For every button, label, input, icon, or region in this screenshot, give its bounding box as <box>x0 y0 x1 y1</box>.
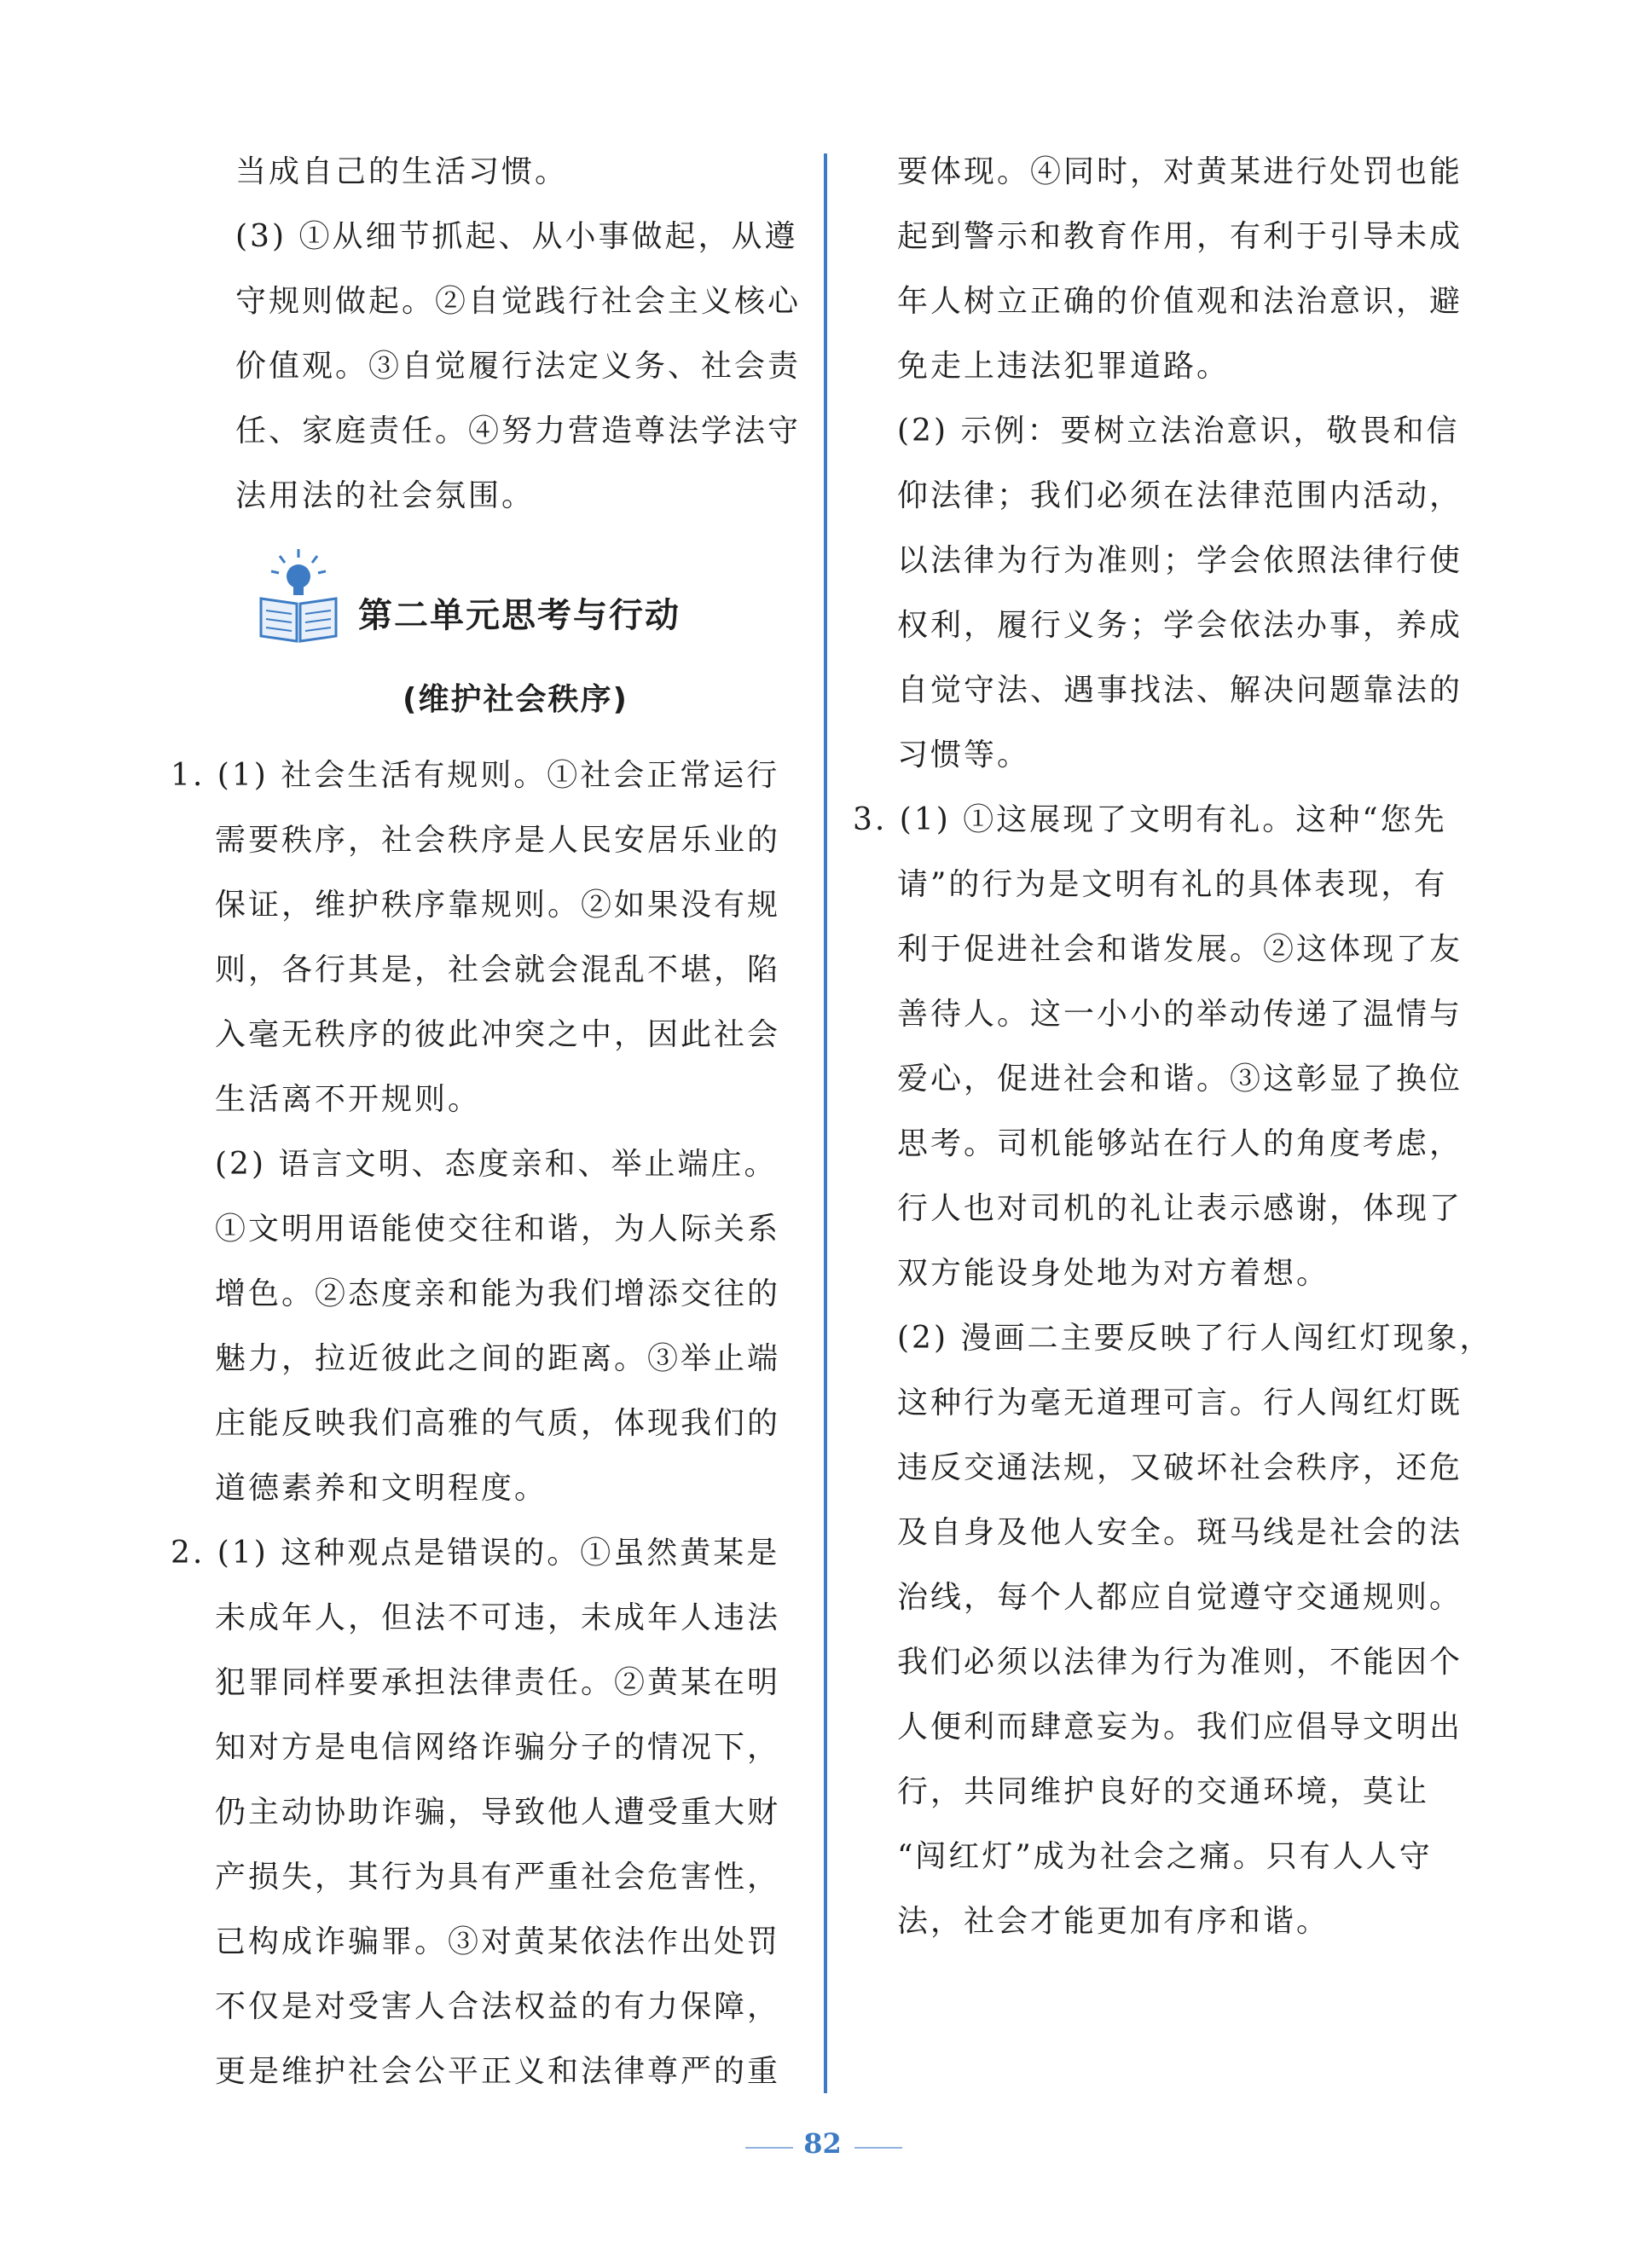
text-line: 要体现。④同时，对黄某进行处罚也能 <box>897 154 1463 189</box>
text-line: 我们必须以法律为行为准则，不能因个 <box>897 1645 1463 1680</box>
text-line: (3) ①从细节抓起、从小事做起，从遵 <box>235 219 798 254</box>
text-line: 行人也对司机的礼让表示感谢，体现了 <box>897 1191 1463 1226</box>
text-line: 保证，维护秩序靠规则。②如果没有规 <box>215 888 781 923</box>
text-line: “闯红灯”成为社会之痛。只有人人守 <box>897 1839 1433 1874</box>
text-line: 请”的行为是文明有礼的具体表现，有 <box>897 867 1448 902</box>
section-heading: 第二单元思考与行动 <box>358 596 681 635</box>
text-line: 法，社会才能更加有序和谐。 <box>897 1904 1330 1939</box>
text-line: 这种行为毫无道理可言。行人闯红灯既 <box>897 1386 1463 1420</box>
text-line: 利于促进社会和谐发展。②这体现了友 <box>897 932 1463 967</box>
text-line: 未成年人，但法不可违，未成年人违法 <box>215 1600 781 1635</box>
text-line: 生活离不开规则。 <box>215 1082 482 1117</box>
text-line: 产损失，其行为具有严重社会危害性， <box>215 1860 781 1895</box>
text-line: (2) 示例：要树立法治意识，敬畏和信 <box>897 414 1460 448</box>
text-line: (2) 语言文明、态度亲和、举止端庄。 <box>215 1147 778 1182</box>
text-line: 已构成诈骗罪。③对黄某依法作出处罚 <box>215 1924 781 1959</box>
text-line: 守规则做起。②自觉践行社会主义核心 <box>235 284 802 319</box>
text-line: 年人树立正确的价值观和法治意识，避 <box>897 284 1463 319</box>
page-number: 82 <box>803 2127 842 2160</box>
text-line: 犯罪同样要承担法律责任。②黄某在明 <box>215 1665 781 1700</box>
text-line: 人便利而肆意妄为。我们应倡导文明出 <box>897 1710 1463 1744</box>
text-line: 起到警示和教育作用，有利于引导未成 <box>897 219 1463 254</box>
text-line: 1. (1) 社会生活有规则。①社会正常运行 <box>171 758 780 793</box>
text-line: 不仅是对受害人合法权益的有力保障， <box>215 1989 781 2024</box>
text-line: 庄能反映我们高雅的气质，体现我们的 <box>215 1406 781 1441</box>
text-line: 治线，每个人都应自觉遵守交通规则。 <box>897 1580 1463 1615</box>
text-line: 3. (1) ①这展现了文明有礼。这种“您先 <box>853 802 1447 837</box>
text-line: 当成自己的生活习惯。 <box>235 154 569 189</box>
text-line: 免走上违法犯罪道路。 <box>897 349 1231 384</box>
left-item-2-1 <box>171 1521 780 2104</box>
left-para-1 <box>235 205 801 529</box>
text-line: ①文明用语能使交往和谐，为人际关系 <box>215 1212 781 1247</box>
column-divider <box>824 153 827 2093</box>
text-line: 以法律为行为准则；学会依照法律行使 <box>897 543 1463 578</box>
text-line: 思考。司机能够站在行人的角度考虑， <box>897 1126 1463 1161</box>
text-line: (2) 漫画二主要反映了行人闯红灯现象， <box>897 1321 1493 1356</box>
text-line: 任、家庭责任。④努力营造尊法学法守 <box>235 414 802 448</box>
open-book-lightbulb-icon <box>256 546 341 648</box>
text-line: 仰法律；我们必须在法律范围内活动， <box>897 478 1463 513</box>
text-line: 魅力，拉近彼此之间的距离。③举止端 <box>215 1341 781 1376</box>
text-line: 善待人。这一小小的举动传递了温情与 <box>897 997 1463 1032</box>
text-line: 爱心，促进社会和谐。③这彰显了换位 <box>897 1062 1463 1096</box>
text-line: 知对方是电信网络诈骗分子的情况下， <box>215 1730 781 1765</box>
page-number-rule-right <box>854 2147 902 2149</box>
text-line: 需要秩序，社会秩序是人民安居乐业的 <box>215 823 781 858</box>
text-line: 价值观。③自觉履行法定义务、社会责 <box>235 349 802 384</box>
left-para-0 <box>235 140 568 205</box>
left-item-1-2 <box>215 1132 780 1521</box>
text-line: 及自身及他人安全。斑马线是社会的法 <box>897 1515 1463 1550</box>
text-line: 入毫无秩序的彼此冲突之中，因此社会 <box>215 1017 781 1052</box>
right-item-3-2 <box>897 1306 1492 1954</box>
text-line: 习惯等。 <box>897 738 1031 772</box>
text-line: 法用法的社会氛围。 <box>235 478 536 513</box>
text-line: 行，共同维护良好的交通环境，莫让 <box>897 1774 1430 1809</box>
text-line: 权利，履行义务；学会依法办事，养成 <box>897 608 1463 643</box>
text-line: 违反交通法规，又破坏社会秩序，还危 <box>897 1450 1463 1485</box>
right-para-1 <box>897 399 1463 788</box>
text-line: 仍主动协助诈骗，导致他人遭受重大财 <box>215 1795 781 1830</box>
text-line: 道德素养和文明程度。 <box>215 1471 548 1506</box>
text-line: 增色。②态度亲和能为我们增添交往的 <box>215 1276 781 1311</box>
right-item-3-1 <box>853 788 1463 1306</box>
text-line: 更是维护社会公平正义和法律尊严的重 <box>215 2054 781 2089</box>
left-item-1-1 <box>171 743 780 1132</box>
text-line: 双方能设身处地为对方着想。 <box>897 1256 1330 1291</box>
section-subheading: (维护社会秩序) <box>403 682 628 717</box>
text-line: 自觉守法、遇事找法、解决问题靠法的 <box>897 673 1463 708</box>
right-para-0 <box>897 140 1463 399</box>
text-line: 则，各行其是，社会就会混乱不堪，陷 <box>215 952 781 987</box>
text-line: 2. (1) 这种观点是错误的。①虽然黄某是 <box>171 1536 780 1571</box>
